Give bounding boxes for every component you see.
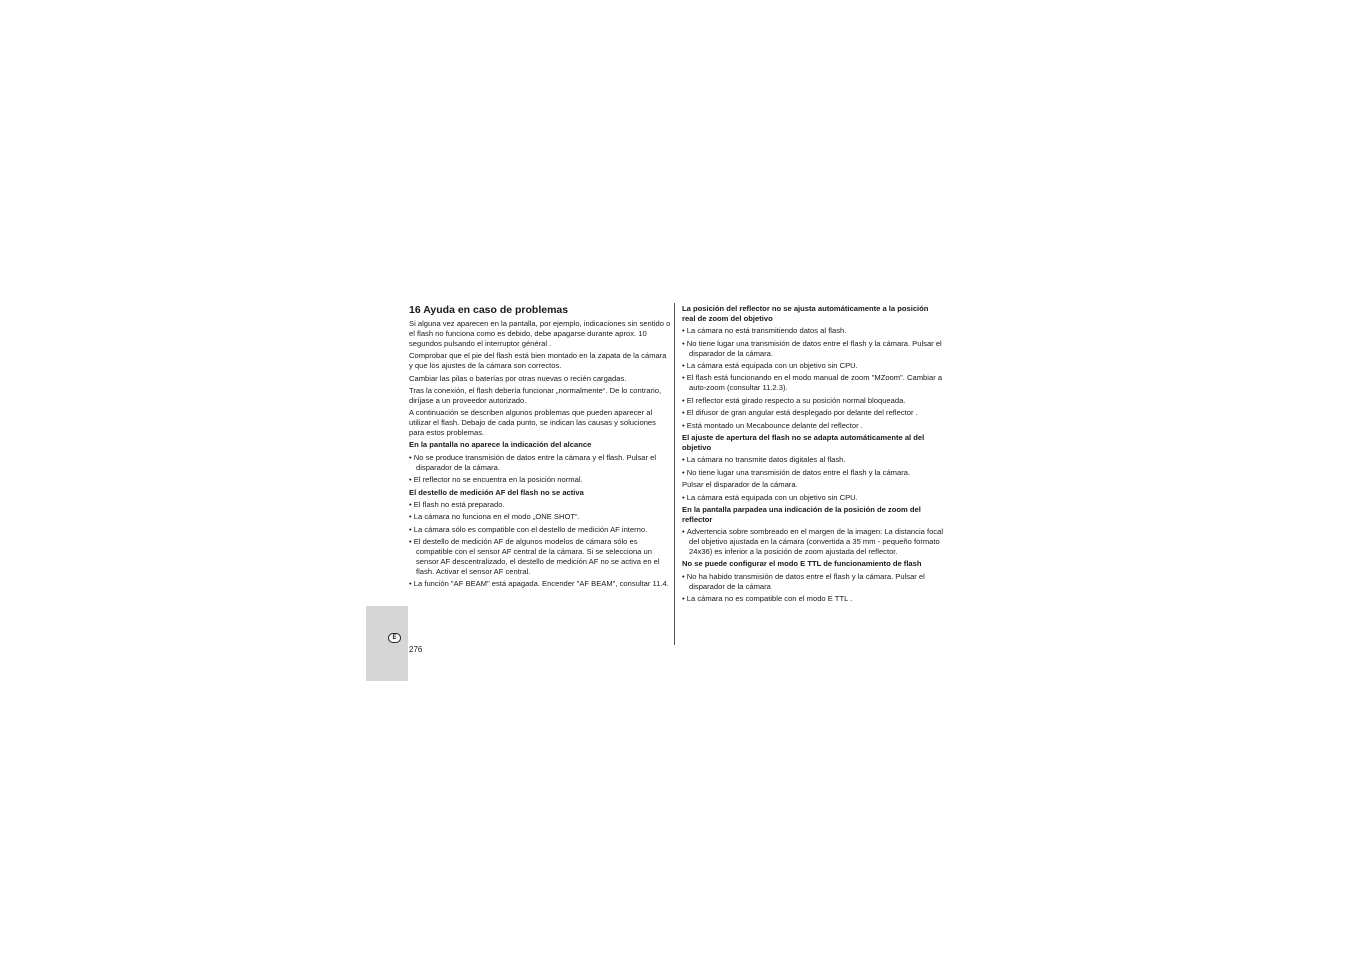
page-number: 276 [409, 645, 423, 654]
problem-heading: El destello de medición AF del flash no se activa [409, 487, 584, 497]
right-column [682, 304, 944, 607]
bullet-item: • No se produce transmisión de datos entre la cámara y el flash. Pulsar el disparador de la cámara. [409, 453, 671, 473]
paragraph: Comprobar que el pie del flash está bien montado en la zapata de la cámara y que los ajustes de la cámara son correctos. [409, 351, 667, 371]
language-badge: E [388, 633, 401, 643]
paragraph: Pulsar el disparador de la cámara. [682, 480, 798, 490]
bullet-item: • El destello de medición AF de algunos modelos de cámara sólo es compatible con el sensor AF central de la cámara. Si se selecciona un sensor AF descentralizado, el destello de medición AF no se activa en el flash. Activar el sensor AF central. [409, 537, 671, 577]
bullet-item: • La función "AF BEAM" está apagada. Encender "AF BEAM", consultar 11.4. [409, 579, 671, 589]
bullet-item: • Advertencia sobre sombreado en el margen de la imagen: La distancia focal del objetivo ajustada en la cámara (convertida a 35 mm - pequeño formato 24x36) es inferior a la posición de zoom ajustada del reflector. [682, 527, 944, 557]
bullet-item: • La cámara sólo es compatible con el destello de medición AF interno. [409, 525, 671, 535]
bullet-item: • La cámara no es compatible con el modo E TTL . [682, 594, 944, 604]
bullet-item: • La cámara está equipada con un objetivo sin CPU. [682, 361, 944, 371]
bullet-item: • No ha habido transmisión de datos entre el flash y la cámara. Pulsar el disparador de la cámara [682, 572, 944, 592]
bullet-item: • El flash no está preparado. [409, 500, 671, 510]
bullet-item: • No tiene lugar una transmisión de datos entre el flash y la cámara. Pulsar el disparador de la cámara. [682, 339, 944, 359]
paragraph: Cambiar las pilas o baterías por otras nuevas o recién cargadas. [409, 373, 627, 383]
paragraph: Tras la conexión, el flash debería funcionar „normalmente“. De lo contrario, diríjase a un proveedor autorizado. [409, 385, 662, 405]
paragraph: A continuación se describen algunos problemas que pueden aparecer al utilizar el flash. Debajo de cada punto, se indican las causas y soluciones para estos problemas. [409, 408, 656, 438]
bullet-item: • La cámara no está transmitiendo datos al flash. [682, 326, 944, 336]
problem-heading: El ajuste de apertura del flash no se adapta automáticamente al del objetivo [682, 432, 925, 452]
bullet-item: • El reflector está girado respecto a su posición normal bloqueada. [682, 396, 944, 406]
bullet-item: • No tiene lugar una transmisión de datos entre el flash y la cámara. [682, 468, 944, 478]
problem-heading: La posición del reflector no se ajusta automáticamente a la posición real de zoom del objetivo [682, 304, 929, 323]
problem-heading: En la pantalla parpadea una indicación de la posición de zoom del reflector [682, 504, 921, 524]
problem-heading: En la pantalla no aparece la indicación del alcance [409, 440, 592, 450]
left-column [409, 304, 671, 592]
problem-heading: No se puede configurar el modo E TTL de funcionamiento de flash [682, 559, 922, 569]
side-tab [366, 606, 408, 681]
bullet-item: • Está montado un Mecabounce delante del reflector . [682, 421, 944, 431]
bullet-item: • La cámara no transmite datos digitales al flash. [682, 455, 944, 465]
bullet-item: • El difusor de gran angular está desplegado por delante del reflector . [682, 408, 944, 418]
bullet-item: • La cámara no funciona en el modo „ONE SHOT“. [409, 512, 671, 522]
paragraph: Si alguna vez aparecen en la pantalla, por ejemplo, indicaciones sin sentido o el flash no funciona como es debido, debe apagarse durante aprox. 10 segundos pulsando el interruptor général . [409, 319, 671, 348]
bullet-item: • El flash está funcionando en el modo manual de zoom "MZoom". Cambiar a auto-zoom (consultar 11.2.3). [682, 373, 944, 393]
bullet-item: • El reflector no se encuentra en la posición normal. [409, 475, 671, 485]
column-divider [674, 303, 675, 645]
section-title: 16 Ayuda en caso de problemas [409, 304, 569, 316]
bullet-item: • La cámara está equipada con un objetivo sin CPU. [682, 493, 944, 503]
